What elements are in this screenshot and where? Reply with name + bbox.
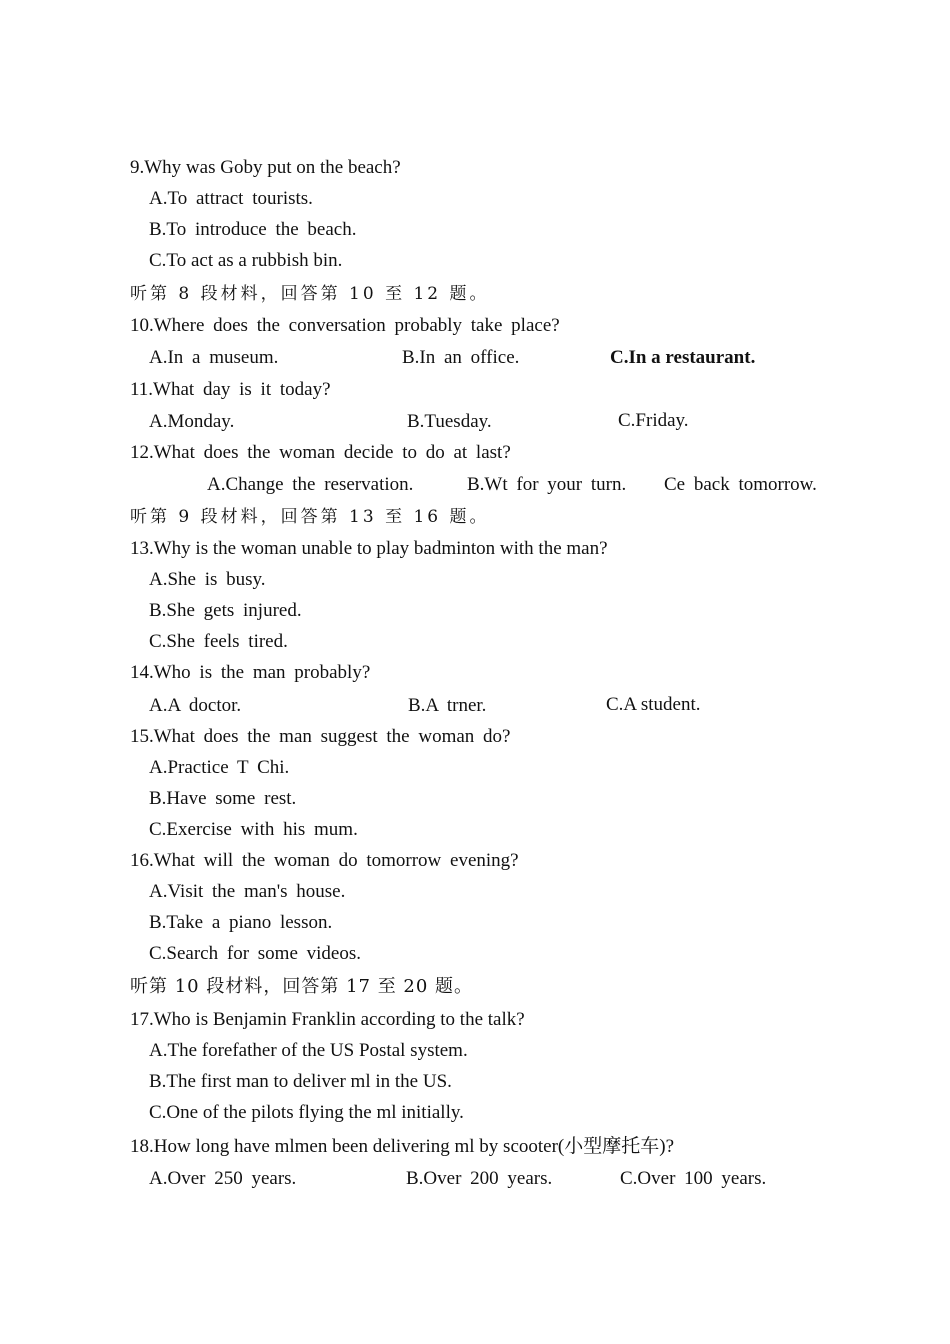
question-11-option-a: A.Monday. (149, 411, 235, 432)
question-11-option-c: C.Friday. (618, 410, 689, 431)
question-10-stem: 10.Where does the conversation probably take place? (130, 315, 560, 336)
section-heading-8: 听第 8 段材料，回答第 10 至 12 题。 (130, 284, 490, 304)
question-14-option-b: B.A trner. (408, 695, 487, 716)
question-9-option-a: A.To attract tourists. (149, 188, 313, 209)
question-12-option-b: B.Wt for your turn. (467, 474, 627, 495)
question-15-option-c: C.Exercise with his mum. (149, 819, 358, 840)
question-15-option-a: A.Practice T Chi. (149, 757, 290, 778)
question-14-option-a: A.A doctor. (149, 695, 242, 716)
question-18-option-b: B.Over 200 years. (406, 1168, 553, 1189)
question-15-stem: 15.What does the man suggest the woman do? (130, 726, 511, 747)
question-9-option-b: B.To introduce the beach. (149, 219, 357, 240)
question-16-stem: 16.What will the woman do tomorrow evening? (130, 850, 519, 871)
section-heading-9: 听第 9 段材料，回答第 13 至 16 题。 (130, 507, 490, 527)
question-14-stem: 14.Who is the man probably? (130, 662, 371, 683)
question-18-option-c: C.Over 100 years. (620, 1168, 767, 1189)
question-13-stem: 13.Why is the woman unable to play badminton with the man? (130, 538, 608, 559)
question-13-option-a: A.She is busy. (149, 569, 266, 590)
question-13-option-c: C.She feels tired. (149, 631, 288, 652)
question-10-option-a: A.In a museum. (149, 347, 279, 368)
question-16-option-a: A.Visit the man's house. (149, 881, 346, 902)
question-16-option-c: C.Search for some videos. (149, 943, 361, 964)
question-12-stem: 12.What does the woman decide to do at last? (130, 442, 511, 463)
question-13-option-b: B.She gets injured. (149, 600, 302, 621)
question-15-option-b: B.Have some rest. (149, 788, 297, 809)
question-9-option-c: C.To act as a rubbish bin. (149, 250, 343, 271)
question-16-option-b: B.Take a piano lesson. (149, 912, 333, 933)
question-18-stem: 18.How long have mlmen been delivering ml by scooter(小型摩托车)? (130, 1136, 675, 1157)
question-10-option-b: B.In an office. (402, 347, 520, 368)
question-12-option-a: A.Change the reservation. (207, 474, 414, 495)
question-10-option-c: C.In a restaurant. (610, 347, 756, 368)
question-9-stem: 9.Why was Goby put on the beach? (130, 157, 401, 178)
question-18-option-a: A.Over 250 years. (149, 1168, 297, 1189)
question-17-stem: 17.Who is Benjamin Franklin according to the talk? (130, 1009, 525, 1030)
question-12-option-c: Ce back tomorrow. (664, 474, 817, 495)
question-17-option-a: A.The forefather of the US Postal system. (149, 1040, 468, 1061)
question-17-option-c: C.One of the pilots flying the ml initially. (149, 1102, 464, 1123)
section-heading-10: 听第 10 段材料，回答第 17 至 20 题。 (130, 976, 474, 997)
question-11-stem: 11.What day is it today? (130, 379, 331, 400)
question-11-option-b: B.Tuesday. (407, 411, 492, 432)
question-17-option-b: B.The first man to deliver ml in the US. (149, 1071, 452, 1092)
question-14-option-c: C.A student. (606, 694, 701, 715)
